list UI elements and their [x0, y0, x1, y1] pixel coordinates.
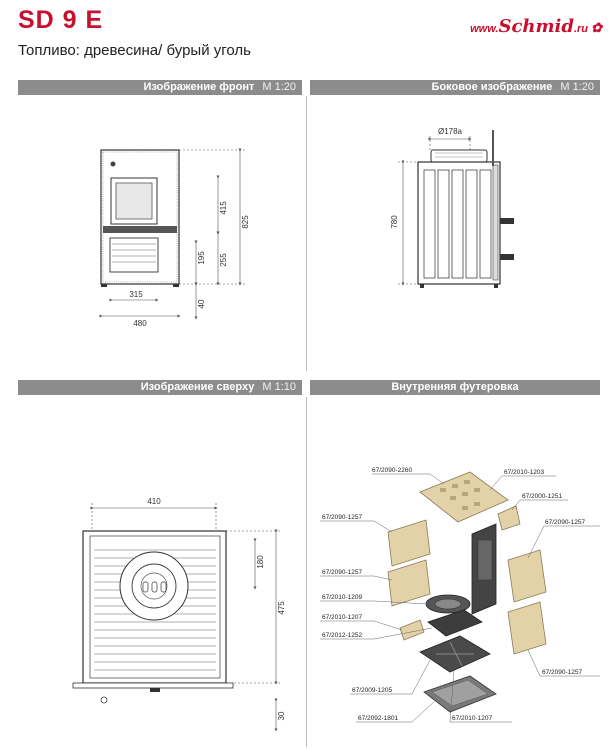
part-label-5: 67/2090-1257 [545, 519, 586, 526]
part-label-2: 67/2010-1203 [504, 469, 545, 476]
part-label-10: 67/2090-1257 [542, 669, 583, 676]
top-dim-offset: 30 [277, 711, 286, 721]
top-view-scale: M 1:10 [262, 381, 296, 393]
lining-label: Внутренняя футеровка [391, 381, 519, 393]
front-dim-ash-height: 195 [197, 251, 206, 265]
part-label-11: 67/2009-1205 [352, 687, 393, 694]
part-label-3: 67/2000-1251 [522, 493, 563, 500]
part-label-13: 67/2010-1207 [452, 715, 493, 722]
lining-exploded-drawing [388, 472, 546, 712]
brand-prefix: www. [470, 23, 499, 35]
front-dim-base-height: 40 [197, 299, 206, 309]
fuel-subtitle: Топливо: древесина/ бурый уголь [18, 42, 251, 59]
part-label-6: 67/2090-1257 [322, 569, 363, 576]
brand-swirl-icon: ✿ [591, 20, 602, 35]
part-label-7: 67/2010-1209 [322, 594, 363, 601]
top-dim-width: 410 [147, 497, 161, 506]
brand-name: Schmid [498, 16, 574, 37]
part-label-12: 67/2092-1801 [358, 715, 399, 722]
side-view-scale: M 1:20 [560, 81, 594, 93]
front-dim-door-height: 415 [219, 201, 228, 215]
brand-suffix: .ru [573, 23, 589, 35]
top-view-label: Изображение сверху [140, 381, 255, 393]
front-dim-total-width: 480 [133, 319, 147, 328]
front-view-drawing [101, 150, 250, 328]
side-view-drawing [390, 127, 514, 288]
side-dim-total-height: 780 [390, 215, 399, 229]
front-dim-lower-height: 255 [219, 253, 228, 267]
part-label-1: 67/2090-2260 [372, 467, 413, 474]
product-title: SD 9 E [18, 6, 104, 34]
part-label-9: 67/2012-1252 [322, 632, 363, 639]
part-label-4: 67/2090-1257 [322, 514, 363, 521]
top-view-drawing [73, 497, 286, 730]
side-view-label: Боковое изображение [431, 81, 553, 93]
top-dim-depth: 475 [277, 601, 286, 615]
front-view-label: Изображение фронт [143, 81, 255, 93]
front-view-scale: M 1:20 [262, 81, 296, 93]
part-label-8: 67/2010-1207 [322, 614, 363, 621]
top-dim-center-depth: 180 [256, 555, 265, 569]
front-dim-door-width: 315 [129, 290, 143, 299]
front-dim-total-height: 825 [241, 215, 250, 229]
side-dim-flue-diameter: Ø178a [437, 127, 463, 136]
